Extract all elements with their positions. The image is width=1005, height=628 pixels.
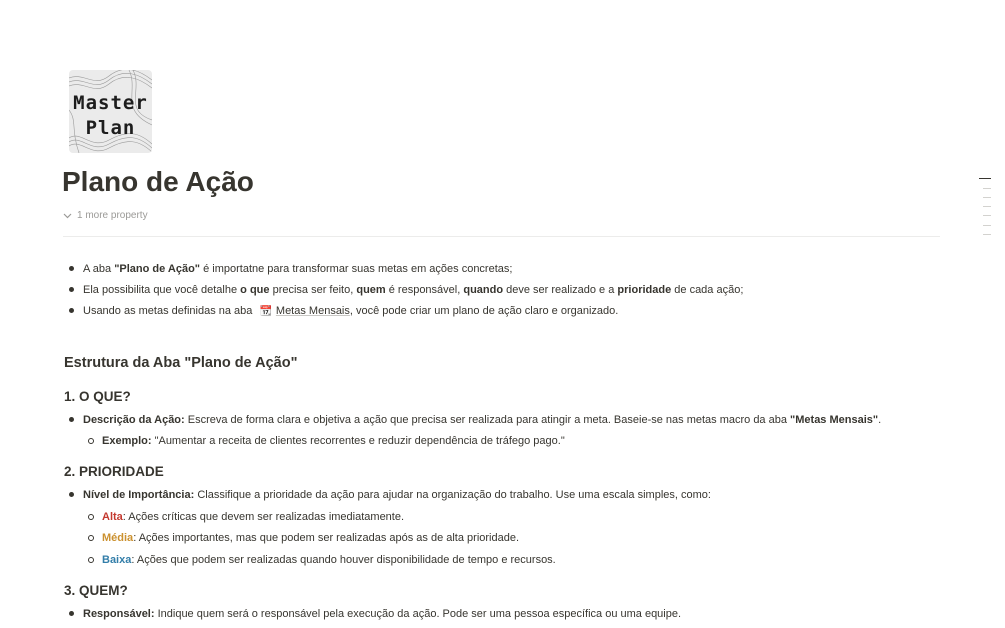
sub-bullet-circle <box>88 514 94 520</box>
sub-bullet-circle <box>88 438 94 444</box>
more-properties-toggle[interactable] <box>63 210 148 221</box>
priority-alta-item[interactable]: Alta: Ações críticas que devem ser realizadas imediatamente. <box>102 511 405 523</box>
toc-tick[interactable] <box>983 234 991 235</box>
section-heading-prioridade[interactable]: 2. PRIORIDADE <box>64 464 164 479</box>
bullet-dot <box>69 417 74 422</box>
section-heading-quem[interactable]: 3. QUEM? <box>64 583 128 598</box>
toc-tick[interactable] <box>983 197 991 198</box>
toc-tick[interactable] <box>983 225 991 226</box>
bullet-dot <box>69 308 74 313</box>
intro-item-1[interactable]: A aba "Plano de Ação" é importatne para transformar suas metas em ações concretas; <box>83 263 513 275</box>
toc-tick[interactable] <box>983 206 991 207</box>
priority-media-item[interactable]: Média: Ações importantes, mas que podem ser realizadas após as de alta prioridade. <box>102 532 520 544</box>
page-cover-icon[interactable] <box>69 70 152 153</box>
sub-bullet-circle <box>88 557 94 563</box>
structure-heading[interactable]: Estrutura da Aba "Plano de Ação" <box>64 355 298 371</box>
sub-bullet-circle <box>88 535 94 541</box>
intro-item-2[interactable]: Ela possibilita que você detalhe o que precisa ser feito, quem é responsável, quando deve ser realizado e a prioridade de cada ação; <box>83 284 744 296</box>
section-heading-o-que[interactable]: 1. O QUE? <box>64 389 131 404</box>
responsavel-item[interactable]: Responsável: Indique quem será o responsável pela execução da ação. Pode ser uma pessoa específica ou uma equipe. <box>83 608 682 620</box>
priority-baixa-item[interactable]: Baixa: Ações que podem ser realizadas quando houver disponibilidade de tempo e recursos. <box>102 554 556 566</box>
more-properties-label: 1 more property <box>77 210 148 221</box>
metas-mensais-link[interactable]: Metas Mensais <box>275 305 350 317</box>
icon-text-line1: Master <box>73 92 148 114</box>
bullet-dot <box>69 266 74 271</box>
calendar-icon: 📆 <box>259 306 272 317</box>
intro-item-3[interactable]: Usando as metas definidas na aba 📆 Metas Mensais, você pode criar um plano de ação claro e organizado. <box>83 305 619 317</box>
page-title[interactable]: Plano de Ação <box>62 166 254 197</box>
nivel-importancia-item[interactable]: Nível de Importância: Classifique a prioridade da ação para ajudar na organização do trabalho. Use uma escala simples, como: <box>83 489 711 501</box>
properties-divider <box>63 236 940 237</box>
exemplo-item[interactable]: Exemplo: "Aumentar a receita de clientes recorrentes e reduzir dependência de tráfego pago." <box>102 435 565 447</box>
bullet-dot <box>69 492 74 497</box>
icon-text-line2: Plan <box>85 117 136 139</box>
chevron-down-icon <box>63 213 72 219</box>
bullet-dot <box>69 287 74 292</box>
toc-tick[interactable] <box>983 188 991 189</box>
toc-tick[interactable] <box>979 178 991 179</box>
toc-tick[interactable] <box>983 215 991 216</box>
bullet-dot <box>69 611 74 616</box>
descricao-acao-item[interactable]: Descrição da Ação: Escreva de forma clara e objetiva a ação que precisa ser realizada para atingir a meta. Baseie-se nas metas macro da aba "Metas Mensais". <box>83 414 882 426</box>
